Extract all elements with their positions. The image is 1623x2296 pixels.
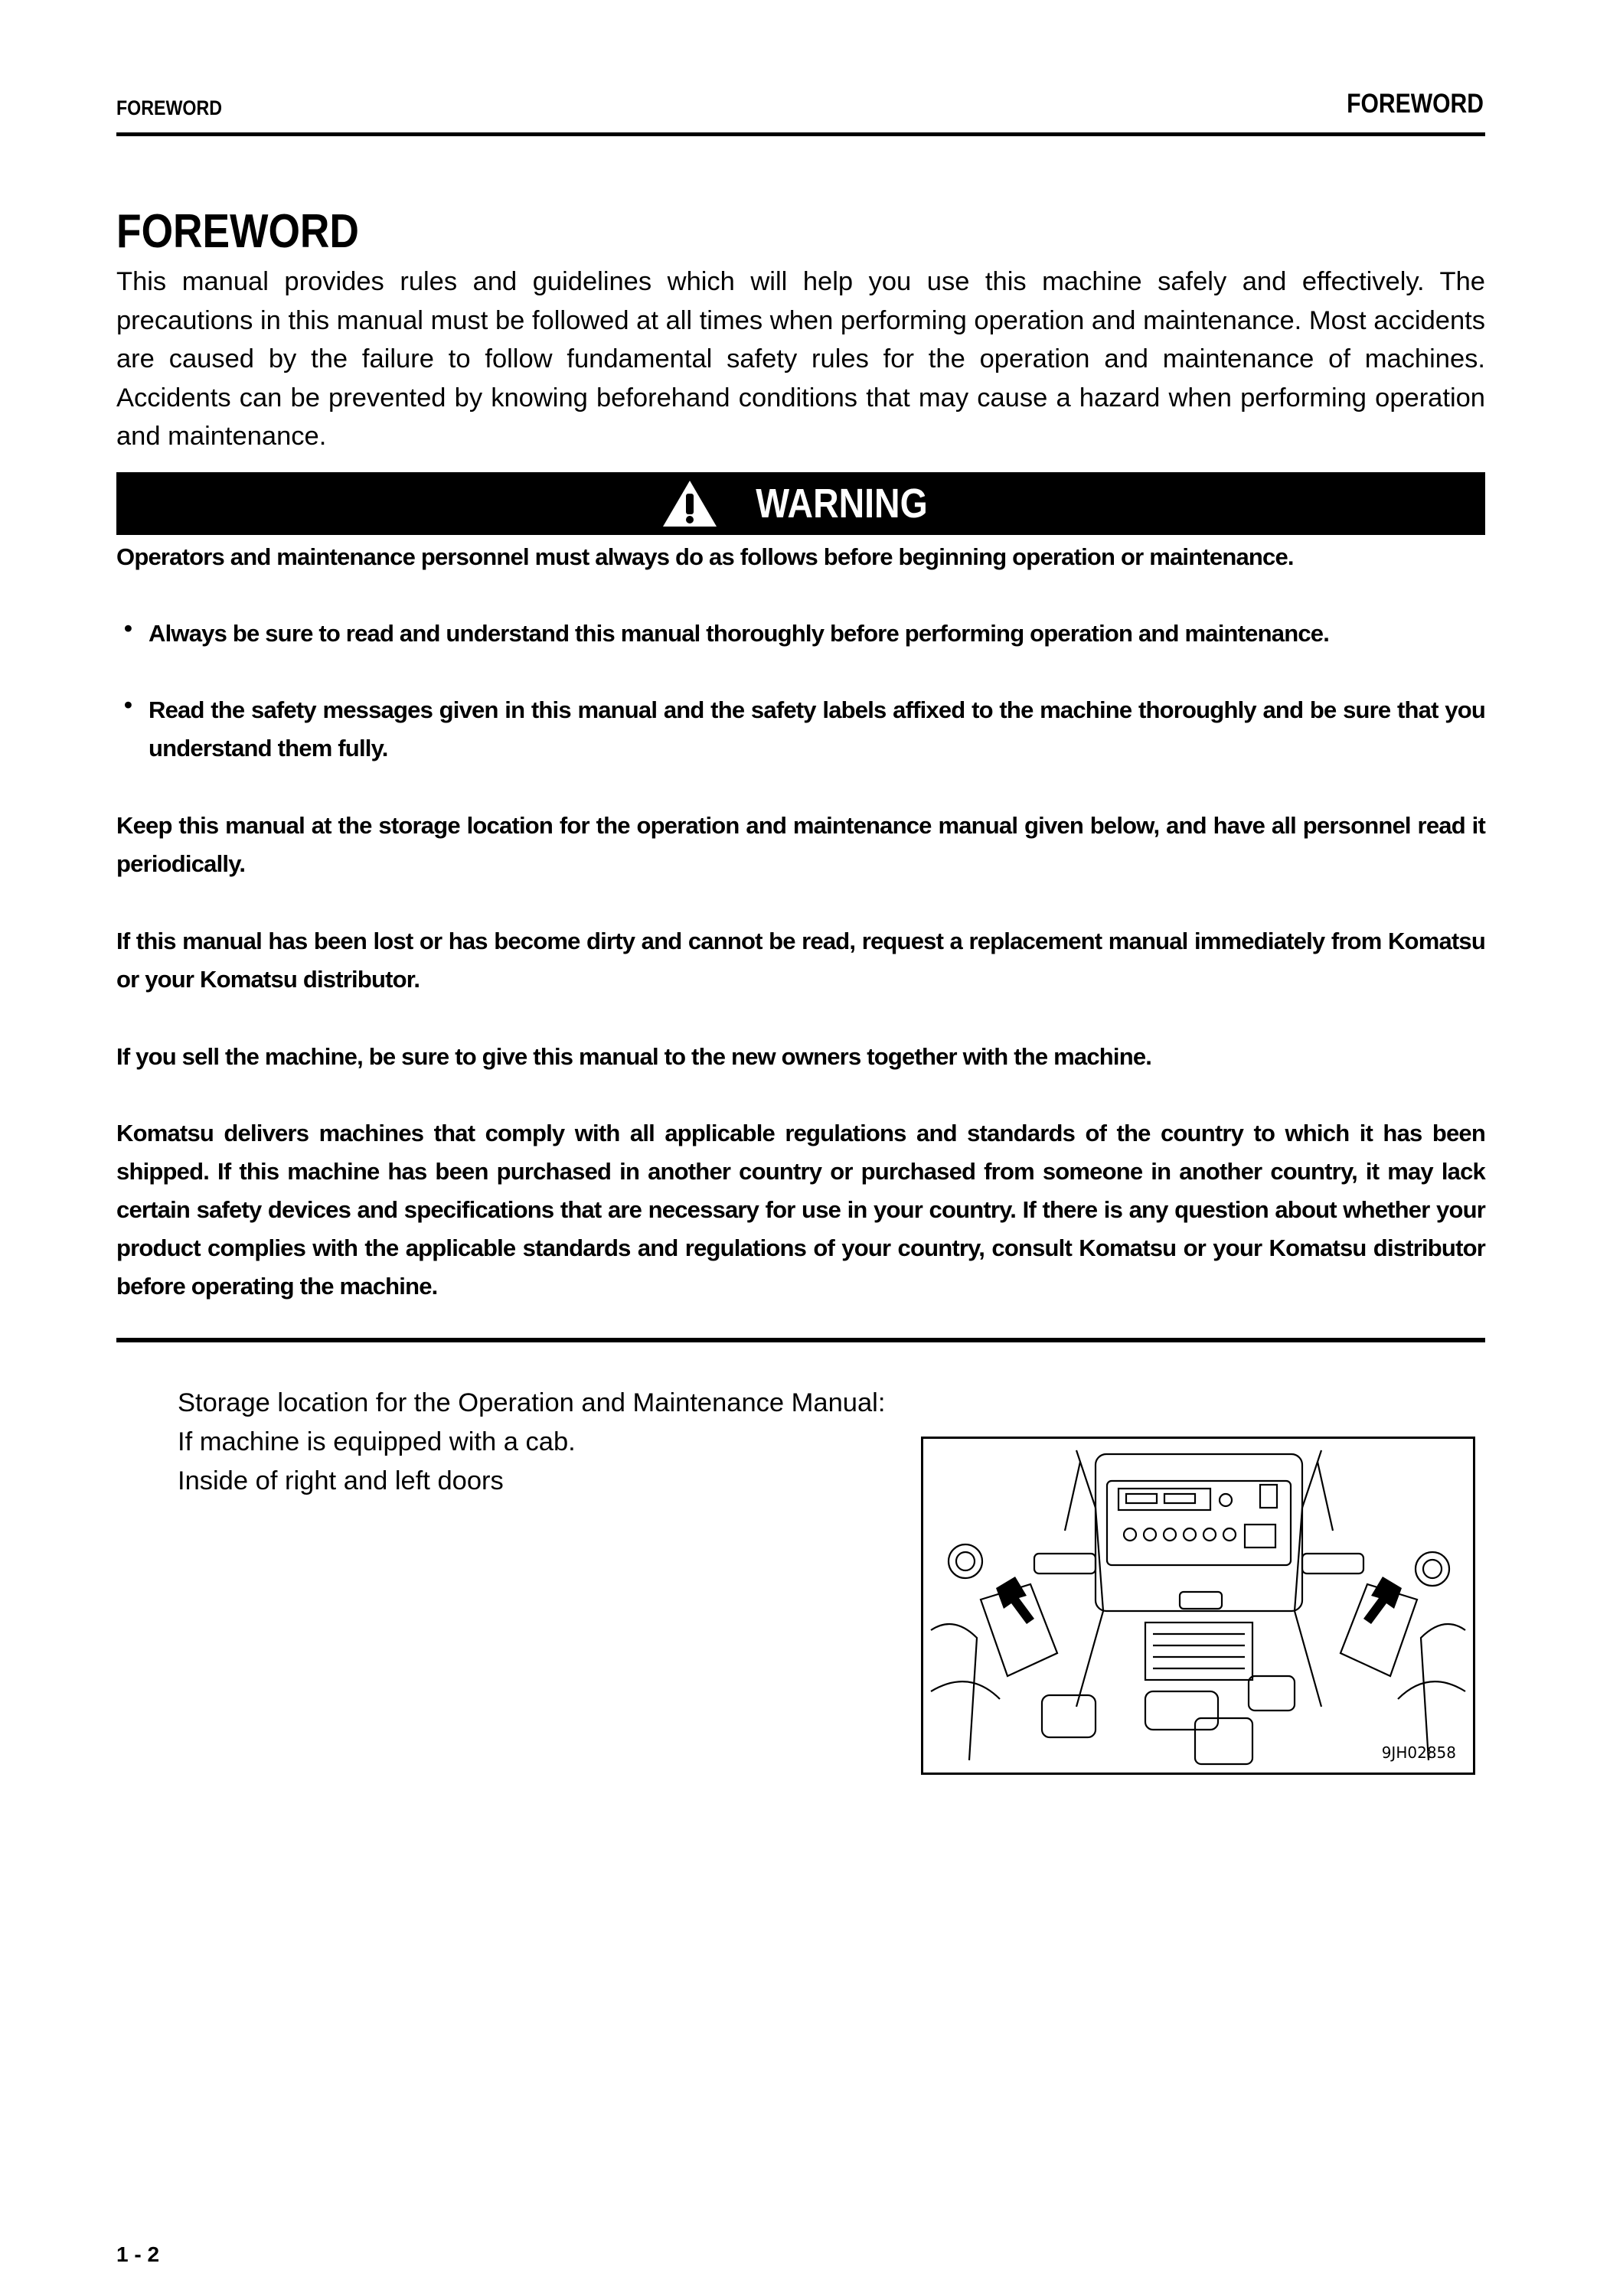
bullet-marker: • [124, 615, 132, 641]
running-header-right: FOREWORD [1347, 89, 1484, 119]
warning-paragraph: Keep this manual at the storage location for the operation and maintenance manual given below, and have all personnel read it periodically. [116, 812, 1485, 877]
warning-triangle-icon [661, 478, 719, 529]
storage-location-text [178, 1384, 885, 1501]
figure-code: 9JH02858 [1381, 1743, 1456, 1762]
warning-banner [116, 472, 1485, 535]
warning-lead: Operators and maintenance personnel must always do as follows before beginning operation or maintenance. [116, 543, 1294, 570]
page-number: 1 - 2 [116, 2242, 160, 2266]
warning-paragraph: If you sell the machine, be sure to give this manual to the new owners together with the machine. [116, 1043, 1152, 1070]
warning-paragraph: If this manual has been lost or has become dirty and cannot be read, request a replacement manual immediately from Komatsu or your Komatsu distributor. [116, 928, 1485, 993]
storage-line: Inside of right and left doors [178, 1466, 504, 1495]
warning-bullet: Always be sure to read and understand this manual thoroughly before performing operation and maintenance. [149, 620, 1330, 647]
warning-paragraph: Komatsu delivers machines that comply with all applicable regulations and standards of the country to which it has been shipped. If this machine has been purchased in another country or purchased from someone in another country, it may lack certain safety devices and specifications that are necessary for use in your country. If there is any question about whether your product complies with the applicable standards and regulations of your country, consult Komatsu or your Komatsu distributor before operating the machine. [116, 1120, 1485, 1300]
running-header-left: FOREWORD [116, 96, 223, 119]
warning-bullet: Read the safety messages given in this manual and the safety labels affixed to the machine thoroughly and be sure that you understand them fully. [149, 696, 1485, 762]
storage-line: If machine is equipped with a cab. [178, 1427, 576, 1456]
cab-interior-illustration-icon [923, 1439, 1473, 1773]
warning-label: WARNING [755, 481, 928, 527]
cab-interior-figure [921, 1437, 1475, 1775]
bullet-marker: • [124, 691, 132, 718]
warning-end-rule [116, 1338, 1485, 1342]
header-rule [116, 132, 1485, 136]
storage-line: Storage location for the Operation and Maintenance Manual: [178, 1388, 886, 1417]
page-title: FOREWORD [116, 205, 359, 258]
intro-paragraph: This manual provides rules and guidelines which will help you use this machine safely and effectively. The precautions in this manual must be followed at all times when performing operation and maintenance. Most accidents are caused by the failure to follow fundamental safety rules for the operation and maintenance of machines. Accidents can be prevented by knowing beforehand conditions that may cause a hazard when performing operation and maintenance. [116, 267, 1485, 451]
